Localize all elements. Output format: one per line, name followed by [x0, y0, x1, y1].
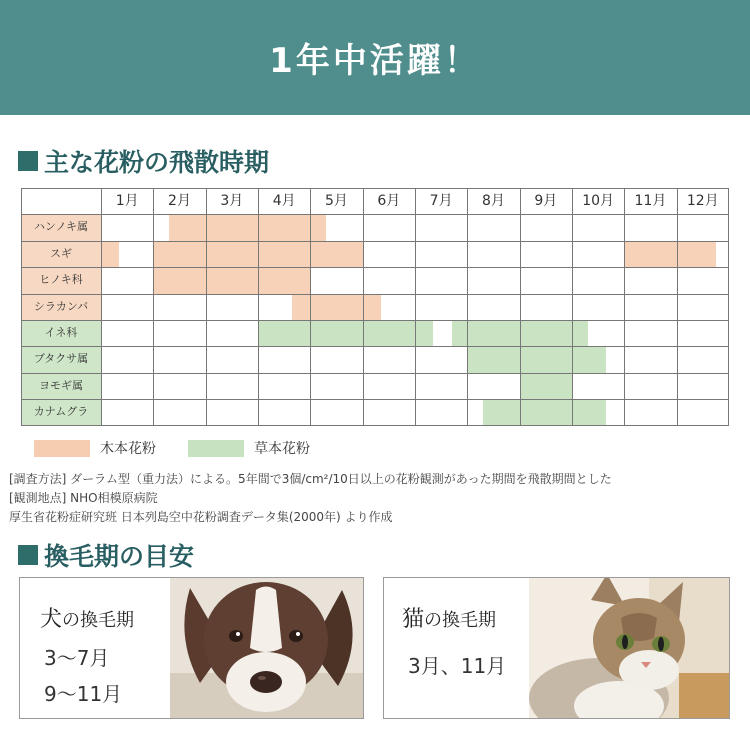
grid-line-vertical: [21, 188, 22, 426]
month-header: 12月: [686, 193, 719, 209]
row-label: ハンノキ属: [21, 214, 101, 240]
row-label: ヨモギ属: [21, 373, 101, 399]
legend-grass-label: 草本花粉: [254, 441, 310, 457]
grid-line-horizontal: [21, 346, 729, 347]
dog-photo: [170, 578, 363, 718]
grid-line-horizontal: [21, 373, 729, 374]
note-source: 厚生省花粉症研究班 日本列島空中花粉調査データ集(2000年) より作成: [9, 510, 393, 524]
cat-shedding-card: [383, 577, 730, 719]
pollen-period-bar: [520, 374, 572, 399]
title-square-icon: [18, 151, 38, 171]
pollen-period-bar: [292, 295, 381, 320]
pollen-period-bar: [467, 347, 606, 372]
month-header: 11月: [634, 193, 667, 209]
row-label: ブタクサ属: [21, 346, 101, 372]
pollen-period-bar: [169, 215, 326, 240]
row-label: カナムグラ: [21, 399, 101, 425]
cat-photo: [529, 578, 729, 718]
dog-card-title: 犬の換毛期: [40, 607, 135, 632]
month-header: 3月: [220, 193, 244, 209]
month-header: 5月: [325, 193, 348, 209]
grid-line-horizontal: [21, 320, 729, 321]
grid-line-vertical: [101, 188, 102, 426]
pollen-calendar-table: [21, 188, 729, 426]
month-header: 2月: [168, 193, 191, 209]
grid-line-vertical: [310, 188, 311, 426]
pollen-period-bar: [101, 242, 119, 267]
pollen-period-bar: [258, 321, 433, 346]
banner-title: 1年中活躍！: [269, 41, 481, 81]
grid-line-vertical: [520, 188, 521, 426]
note-location: [観測地点] NHO相模原病院: [9, 491, 158, 505]
note-method: [調査方法] ダーラム型（重力法）による。5年間で3個/cm²/10日以上の花粉観測があった期間を飛散期間とした: [9, 472, 612, 486]
grid-line-horizontal: [21, 425, 729, 426]
month-header: 6月: [377, 193, 401, 209]
pollen-title-text: 主な花粉の飛散時期: [44, 148, 270, 177]
legend-tree-label: 木本花粉: [100, 441, 156, 457]
grid-line-horizontal: [21, 399, 729, 400]
legend-tree: [34, 438, 156, 458]
pollen-period-bar: [624, 242, 716, 267]
cat-period: 3月、11月: [408, 654, 507, 678]
grid-line-horizontal: [21, 241, 729, 242]
month-header: 4月: [272, 193, 296, 209]
grid-line-horizontal: [21, 188, 729, 189]
legend-grass: [188, 438, 310, 458]
dog-period-1: 3〜7月: [44, 646, 110, 670]
grid-line-vertical: [363, 188, 364, 426]
row-label: イネ科: [21, 320, 101, 346]
legend-grass-swatch: [188, 440, 244, 457]
pollen-period-bar: [153, 268, 310, 293]
grid-line-vertical: [728, 188, 729, 426]
grid-line-horizontal: [21, 294, 729, 295]
month-header: 10月: [582, 193, 615, 209]
grid-line-vertical: [572, 188, 573, 426]
row-label: ヒノキ科: [21, 267, 101, 293]
legend-tree-swatch: [34, 440, 90, 457]
dog-shedding-card: [19, 577, 364, 719]
header-banner: [0, 0, 750, 115]
month-header: 7月: [429, 193, 453, 209]
grid-line-vertical: [624, 188, 625, 426]
grid-line-vertical: [206, 188, 207, 426]
row-label: スギ: [21, 241, 101, 267]
grid-line-horizontal: [21, 214, 729, 215]
grid-line-vertical: [153, 188, 154, 426]
title-square-icon: [18, 545, 38, 565]
month-header: 1月: [115, 193, 139, 209]
row-label: シラカンバ: [21, 294, 101, 320]
pollen-period-bar: [483, 400, 606, 425]
month-header: 9月: [534, 193, 558, 209]
pollen-section-title: [18, 143, 269, 179]
month-header: 8月: [482, 193, 505, 209]
dog-period-2: 9〜11月: [44, 682, 123, 706]
grid-line-horizontal: [21, 267, 729, 268]
grid-line-vertical: [415, 188, 416, 426]
grid-line-vertical: [677, 188, 678, 426]
shedding-title-text: 換毛期の目安: [44, 542, 195, 571]
grid-line-vertical: [258, 188, 259, 426]
cat-card-title: 猫の換毛期: [402, 607, 497, 632]
shedding-section-title: [18, 537, 194, 573]
grid-line-vertical: [467, 188, 468, 426]
